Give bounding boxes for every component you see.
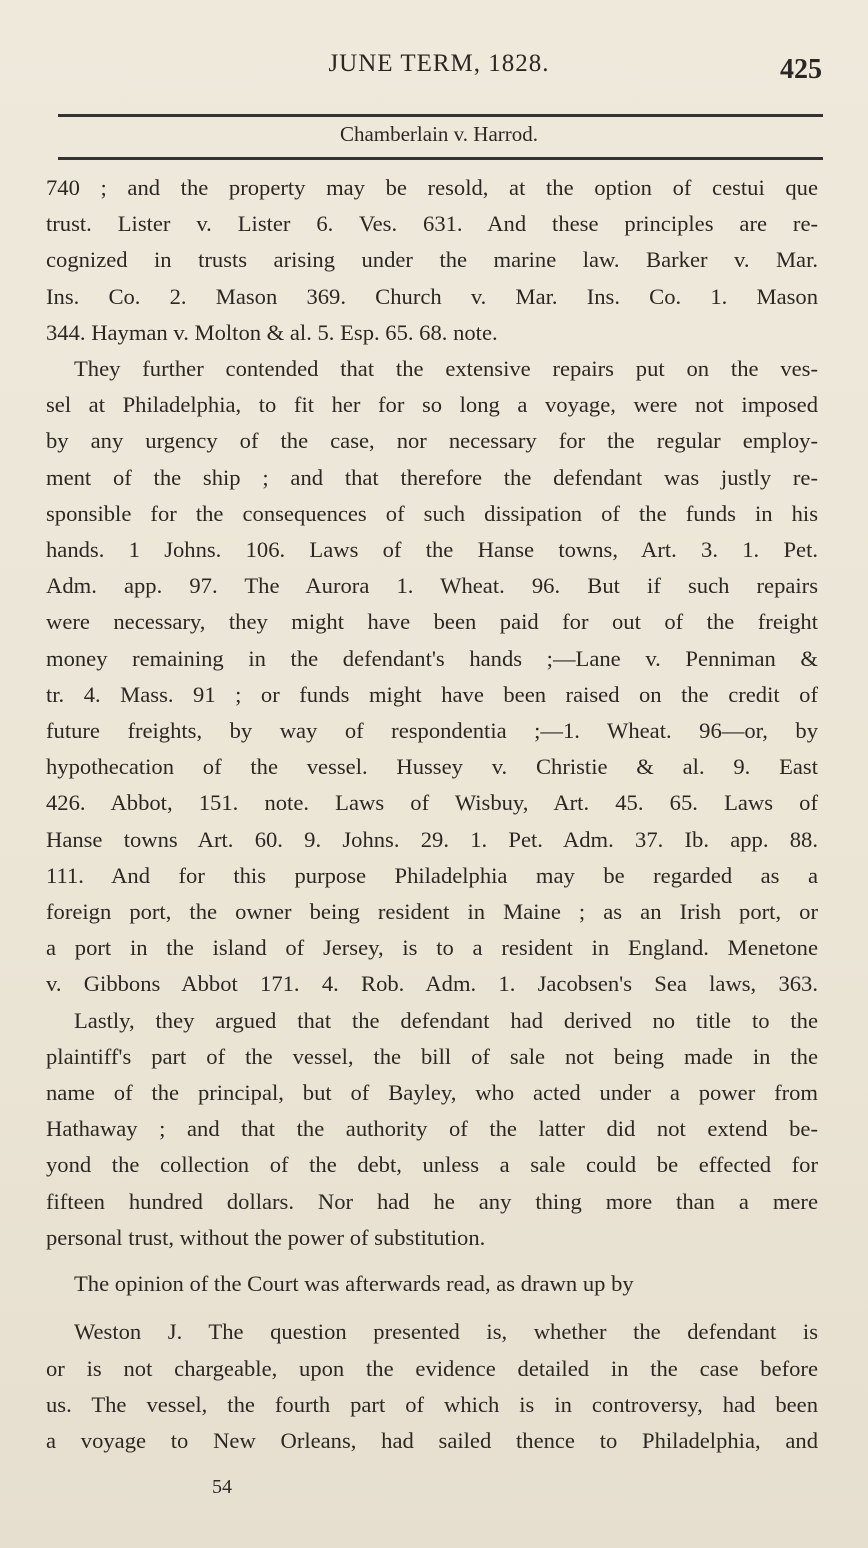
paragraph-opinion-intro — [46, 1266, 818, 1302]
text-line: v. Gibbons Abbot 171. 4. Rob. Adm. 1. Jacobsen's Sea laws, 363. — [46, 971, 818, 997]
text-line: 111. And for this purpose Philadelphia may be regarded as a — [46, 862, 818, 888]
text-line: plaintiff's part of the vessel, the bill of sale not being made in the — [46, 1043, 818, 1069]
case-title: Chamberlain v. Harrod. — [339, 122, 539, 146]
paragraph-title — [46, 1003, 818, 1256]
text-line: sponsible for the consequences of such dissipation of the funds in his — [46, 500, 818, 526]
text-line: name of the principal, but of Bayley, who acted under a power from — [46, 1080, 818, 1106]
text-line: Hathaway ; and that the authority of the latter did not extend be- — [46, 1116, 818, 1142]
text-line: Ins. Co. 2. Mason 369. Church v. Mar. Ins. Co. 1. Mason — [46, 283, 818, 309]
text-line: cognized in trusts arising under the marine law. Barker v. Mar. — [46, 247, 818, 273]
page-number: 425 — [780, 54, 822, 85]
top-rule — [58, 114, 823, 117]
bottom-rule — [58, 157, 823, 160]
text-line: sel at Philadelphia, to fit her for so long a voyage, were not imposed — [46, 392, 818, 418]
text-line: 740 ; and the property may be resold, at the option of cestui que — [46, 175, 818, 200]
text-line: us. The vessel, the fourth part of which is in controversy, had been — [46, 1391, 818, 1417]
paragraph-opinion — [46, 1314, 818, 1459]
text-line: future freights, by way of respondentia ;—1. Wheat. 96—or, by — [46, 718, 818, 744]
text-line: 344. Hayman v. Molton & al. 5. Esp. 65. 68. note. — [46, 319, 498, 345]
text-line: Adm. app. 97. The Aurora 1. Wheat. 96. But if such repairs — [46, 573, 818, 599]
text-line: They further contended that the extensive repairs put on the ves- — [74, 356, 818, 382]
paragraph-repairs — [46, 351, 818, 1003]
text-line: Weston J. The question presented is, whether the defendant is — [74, 1319, 818, 1345]
text-line: money remaining in the defendant's hands ;—Lane v. Penniman & — [46, 645, 818, 671]
text-line: trust. Lister v. Lister 6. Ves. 631. And these principles are re- — [46, 211, 818, 237]
text-line: tr. 4. Mass. 91 ; or funds might have been raised on the credit of — [46, 681, 818, 707]
text-line: a port in the island of Jersey, is to a resident in England. Menetone — [46, 935, 818, 961]
text-line: hypothecation of the vessel. Hussey v. Christie & al. 9. East — [46, 754, 818, 780]
text-line: Lastly, they argued that the defendant had derived no title to the — [74, 1007, 818, 1033]
paragraph-citations — [46, 170, 818, 351]
text-line: ment of the ship ; and that therefore the defendant was justly re- — [46, 464, 818, 490]
term-heading: JUNE TERM, 1828. — [328, 50, 550, 77]
text-line: The opinion of the Court was afterwards read, as drawn up by — [74, 1271, 634, 1297]
text-line: yond the collection of the debt, unless a sale could be effected for — [46, 1152, 818, 1178]
text-line: by any urgency of the case, nor necessary for the regular employ- — [46, 428, 818, 454]
text-line: hands. 1 Johns. 106. Laws of the Hanse towns, Art. 3. 1. Pet. — [46, 537, 818, 563]
text-line: foreign port, the owner being resident in Maine ; as an Irish port, or — [46, 899, 818, 925]
body-text — [46, 170, 818, 1459]
text-line: Hanse towns Art. 60. 9. Johns. 29. 1. Pet. Adm. 37. Ib. app. 88. — [46, 826, 818, 852]
text-line: fifteen hundred dollars. Nor had he any thing more than a mere — [46, 1188, 818, 1214]
running-head — [0, 46, 868, 86]
signature-mark: 54 — [212, 1476, 232, 1498]
text-line: personal trust, without the power of substitution. — [46, 1224, 486, 1250]
text-line: 426. Abbot, 151. note. Laws of Wisbuy, Art. 45. 65. Laws of — [46, 790, 818, 816]
text-line: a voyage to New Orleans, had sailed thence to Philadelphia, and — [46, 1427, 818, 1453]
text-line: or is not chargeable, upon the evidence detailed in the case before — [46, 1355, 818, 1381]
text-line: were necessary, they might have been paid for out of the freight — [46, 609, 818, 635]
